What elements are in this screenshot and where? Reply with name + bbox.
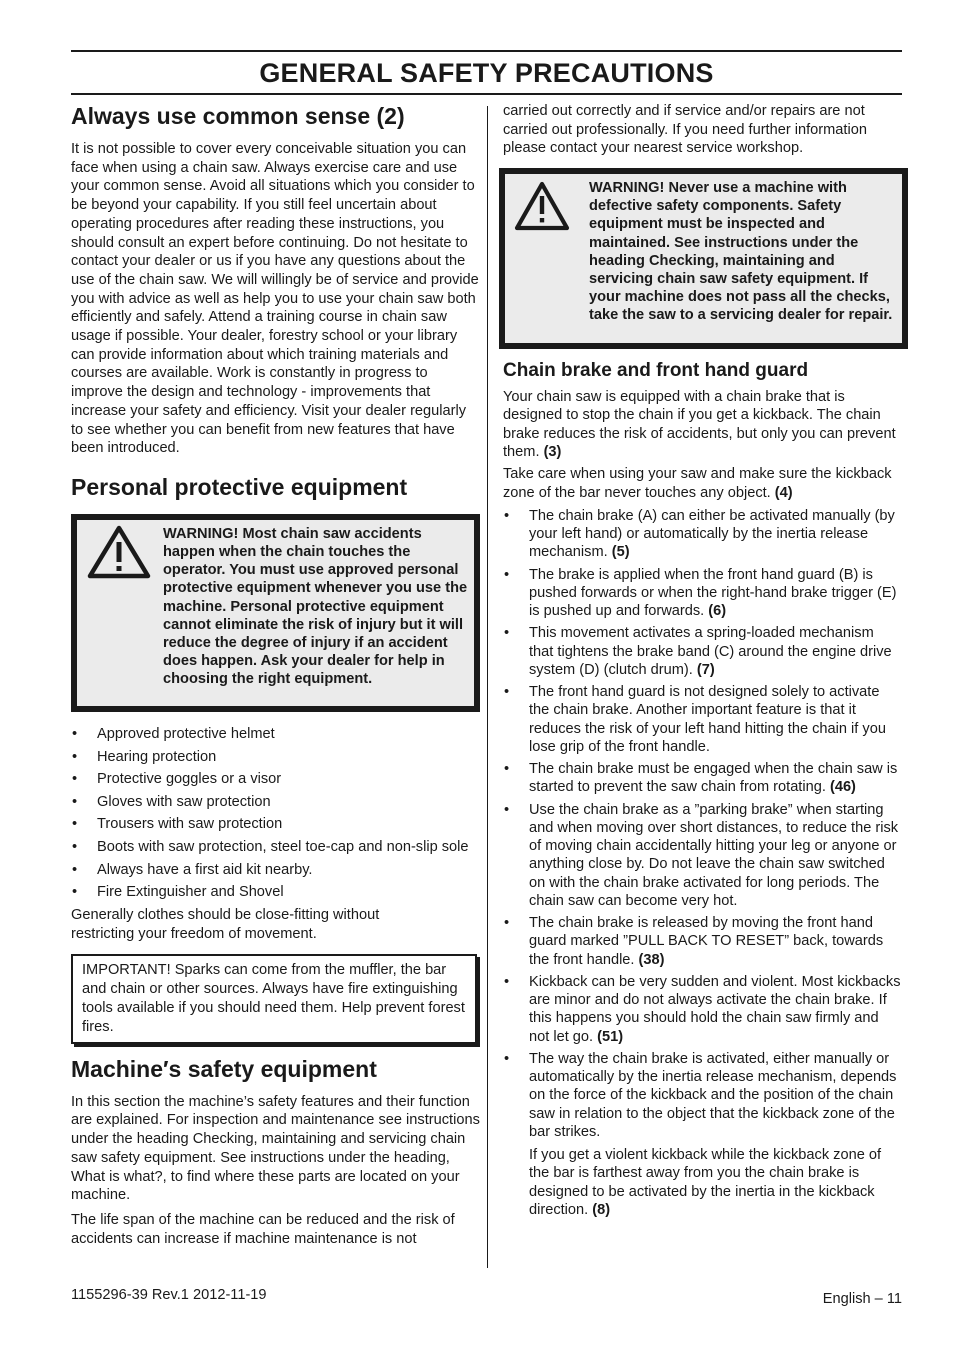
common-sense-heading: Always use common sense (2) bbox=[71, 103, 405, 129]
chain-brake-list-item bbox=[503, 914, 902, 969]
ppe-list-item bbox=[71, 770, 480, 788]
bullet-icon: • bbox=[504, 974, 510, 991]
page-number: English – 11 bbox=[822, 1291, 902, 1307]
bullet-icon: • bbox=[504, 566, 510, 583]
ppe-item-text: Trousers with saw protection bbox=[97, 816, 283, 833]
ppe-list-item bbox=[71, 838, 480, 856]
machine-safety-heading: Machine′s safety equipment bbox=[71, 1055, 377, 1082]
chain-brake-list-item bbox=[503, 1050, 902, 1141]
figure-ref: (4) bbox=[774, 484, 793, 501]
chain-brake-list-item bbox=[503, 683, 902, 756]
chain-brake-sub-para-text: If you get a violent kickback while the kickback zone of the bar is farthest away from you the chain brake is designed to be activated by the inertia in the kickback direction. bbox=[529, 1147, 882, 1218]
bullet-icon: • bbox=[504, 625, 510, 642]
bullet-icon: • bbox=[504, 915, 510, 932]
bullet-icon: • bbox=[72, 748, 78, 765]
chain-brake-item-text: The chain brake must be engaged when the chain saw is started to prevent the saw chain from rotating. bbox=[529, 761, 898, 796]
chain-brake-intro2-text: Take care when using your saw and make sure the kickback zone of the bar never touches any object. bbox=[503, 466, 892, 501]
bullet-icon: • bbox=[72, 816, 78, 833]
ppe-warning-text: WARNING! Most chain saw accidents happen when the chain touches the operator. You must use approved personal protective equipment whenever you use the machine. Personal protective equipment cannot eliminate the risk of injury but it will reduce the degree of injury if an accident does happen. Ask your dealer for help in choosing the right equipment. bbox=[163, 525, 468, 688]
bullet-icon: • bbox=[504, 684, 510, 701]
chain-brake-item-text: The brake is applied when the front hand guard (B) is pushed forwards or when the right-hand brake trigger (E) is pushed up and forwards. bbox=[529, 566, 897, 620]
chain-brake-list-item bbox=[503, 801, 902, 910]
column-divider bbox=[487, 106, 488, 1268]
machine-safety-para1: In this section the machine’s safety features and their function are explained. For inspection and maintenance see instructions under the heading Checking, maintaining and servicing chain saw safety equipment. See instructions under the heading, What is what?, to find where these parts are located on your machine. bbox=[71, 1093, 480, 1204]
figure-ref: (6) bbox=[708, 603, 727, 620]
bullet-icon: • bbox=[72, 861, 78, 878]
machine-safety-para2-start: The life span of the machine can be reduced and the risk of accidents can increase if machine maintenance is not bbox=[71, 1211, 455, 1247]
chain-brake-list-item bbox=[503, 507, 902, 562]
clothes-note: Generally clothes should be close-fitting without restricting your freedom of movement. bbox=[71, 907, 380, 943]
bullet-icon: • bbox=[72, 725, 78, 742]
ppe-item-text: Gloves with saw protection bbox=[97, 793, 271, 810]
ppe-list-item bbox=[71, 883, 480, 901]
bullet-icon: • bbox=[504, 1051, 510, 1068]
important-text: IMPORTANT! Sparks can come from the muffler, the bar and chain or other sources. Always have fire extinguishing tools available if you should need them. Help prevent forest fires. bbox=[82, 961, 465, 1035]
ppe-list-item bbox=[71, 748, 480, 766]
figure-ref: (38) bbox=[638, 951, 665, 968]
bullet-icon: • bbox=[72, 884, 78, 901]
ppe-list-item bbox=[71, 861, 480, 879]
chain-brake-item-text: The chain brake (A) can either be activated manually (by your left hand) or automatically by the inertia release mechanism. bbox=[529, 507, 895, 561]
bullet-icon: • bbox=[504, 761, 510, 778]
chain-brake-list-item bbox=[503, 760, 902, 796]
right-column bbox=[503, 102, 902, 1219]
ppe-warning-box bbox=[71, 514, 480, 712]
figure-ref: (3) bbox=[543, 444, 562, 460]
bullet-icon: • bbox=[72, 838, 78, 855]
page-title: GENERAL SAFETY PRECAUTIONS bbox=[259, 58, 714, 88]
left-column bbox=[71, 100, 480, 1248]
chain-brake-list bbox=[503, 507, 902, 1141]
figure-ref: (8) bbox=[592, 1201, 611, 1218]
figure-ref: (5) bbox=[611, 544, 630, 561]
chain-brake-item-text: Kickback can be very sudden and violent. Most kickbacks are minor and do not always activate the chain brake. If this happens you should hold the chain saw firmly and not let go. bbox=[529, 974, 901, 1045]
chain-brake-item-text: The front hand guard is not designed solely to activate the chain brake. Another important feature is that it reduces the risk of your left hand hitting the chain if you lose grip of the front handle. bbox=[529, 684, 886, 755]
figure-ref: (7) bbox=[696, 661, 715, 678]
chain-brake-item-text: Use the chain brake as a ”parking brake” when starting and when moving over short distances, to reduce the risk of moving chain accidentally hitting your leg or anyone or anything close by. Do not leave the chain saw switched on with the chain brake activated for long periods. The chain saw can become very hot. bbox=[529, 801, 899, 909]
ppe-list-item bbox=[71, 815, 480, 833]
figure-ref: (46) bbox=[829, 779, 856, 796]
ppe-list-item bbox=[71, 725, 480, 743]
common-sense-body: It is not possible to cover every conceivable situation you can face when using a chain saw. Always exercise care and use your common sense. Avoid all situations which you consider to be beyond your capability. If you still feel uncertain about operating procedures after reading these instructions, you should consult an expert before continuing. Do not hesitate to contact your dealer or us if you have any questions about the use of the chain saw. We will willingly be of service and provide you with advice as well as help you to use your chain saw both efficiently and safely. Attend a training course in chain saw usage if possible. Your dealer, forestry school or your library can provide information about which training materials and courses are available. Work is constantly in progress to improve the design and technology - improvements that increase your safety and efficiency. Visit your dealer regularly to see whether you can benefit from new features that have been introduced. bbox=[71, 141, 479, 457]
figure-ref: (51) bbox=[597, 1028, 624, 1045]
warning-triangle-icon bbox=[84, 525, 163, 706]
header-top-rule bbox=[71, 50, 902, 52]
bullet-icon: • bbox=[504, 801, 510, 818]
ppe-item-text: Always have a first aid kit nearby. bbox=[97, 861, 313, 878]
important-box bbox=[71, 954, 477, 1044]
chain-brake-intro1 bbox=[503, 388, 902, 461]
chain-brake-list-item bbox=[503, 973, 902, 1046]
ppe-item-text: Fire Extinguisher and Shovel bbox=[97, 884, 284, 901]
machine-warning-box bbox=[499, 168, 908, 349]
chain-brake-item-text: This movement activates a spring-loaded mechanism that tightens the brake band (C) around the engine drive system (D) (clutch drum). bbox=[529, 625, 892, 678]
chain-brake-heading: Chain brake and front hand guard bbox=[503, 360, 809, 382]
header-bottom-rule bbox=[71, 93, 902, 95]
chain-brake-intro2 bbox=[503, 465, 902, 502]
chain-brake-intro1-text: Your chain saw is equipped with a chain brake that is designed to stop the chain if you get a kickback. The chain brake reduces the risk of accidents, but only you can prevent them. bbox=[503, 389, 896, 460]
machine-safety-para2-end: carried out correctly and if service and/or repairs are not carried out professionally. If you need further information please contact your nearest service workshop. bbox=[503, 103, 867, 157]
ppe-list bbox=[71, 725, 480, 901]
chain-brake-list-item bbox=[503, 566, 902, 621]
chain-brake-item-text: The chain brake is released by moving the front hand guard marked ”PULL BACK TO RESET” back, towards the front handle. bbox=[529, 915, 884, 968]
ppe-item-text: Protective goggles or a visor bbox=[97, 771, 282, 788]
ppe-list-item bbox=[71, 793, 480, 811]
document-id: 1155296-39 Rev.1 2012-11-19 bbox=[71, 1287, 267, 1303]
ppe-item-text: Boots with saw protection, steel toe-cap and non-slip sole bbox=[97, 838, 469, 855]
warning-triangle-icon bbox=[512, 179, 589, 343]
bullet-icon: • bbox=[72, 771, 78, 788]
bullet-icon: • bbox=[504, 507, 510, 524]
chain-brake-sub-para bbox=[503, 1146, 902, 1219]
ppe-item-text: Approved protective helmet bbox=[97, 725, 275, 742]
bullet-icon: • bbox=[72, 793, 78, 810]
ppe-heading: Personal protective equipment bbox=[71, 473, 408, 500]
chain-brake-item-text: The way the chain brake is activated, either manually or automatically by the inertia release mechanism, depends on the force of the kickback and the position of the chain saw in relation to the object that the kickback zone of the bar strikes. bbox=[529, 1051, 897, 1140]
ppe-item-text: Hearing protection bbox=[97, 748, 217, 765]
chain-brake-list-item bbox=[503, 624, 902, 679]
machine-warning-text: WARNING! Never use a machine with defective safety components. Safety equipment must be inspected and maintained. See instructions under the heading Checking, maintaining and servicing chain saw safety equipment. If your machine does not pass all the checks, take the saw to a servicing dealer for repair. bbox=[589, 180, 893, 324]
